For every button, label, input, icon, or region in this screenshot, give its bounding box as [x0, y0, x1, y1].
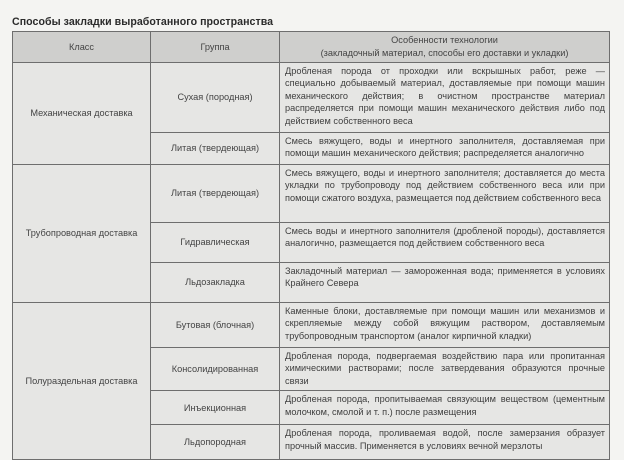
class-cell: Механическая доставка [13, 63, 151, 165]
table-row [13, 63, 610, 133]
class-cell: Полураздельная доставка [13, 303, 151, 460]
description-cell: Смесь вяжущего, воды и инертного заполнителя; доставляется до места укладки по трубопроводу под действием собственного веса или при помощи сжатого воздуха, размещается под действием собственного веса [280, 165, 610, 223]
header-features-subtitle: (закладочный материал, способы его доставки и укладки) [320, 48, 569, 58]
table-row [13, 303, 610, 348]
backfill-methods-table [12, 31, 610, 460]
group-cell: Бутовая (блочная) [151, 303, 280, 348]
table-row [13, 165, 610, 223]
description-cell: Дробленая порода, подвергаемая воздействию пара или пропитанная химическими растворами; после затвердевания образуются прочные связи [280, 348, 610, 391]
group-cell: Литая (твердеющая) [151, 165, 280, 223]
group-cell: Льдозакладка [151, 263, 280, 303]
table-title: Способы закладки выработанного пространства [12, 16, 274, 28]
description-cell: Смесь воды и инертного заполнителя (дробленой породы), доставляется аналогично, размещается под действием собственного веса [280, 223, 610, 263]
group-cell: Льдопородная [151, 425, 280, 460]
header-group: Группа [151, 32, 280, 63]
description-cell: Смесь вяжущего, воды и инертного заполнителя, доставляемая при помощи машин механического действия; распределяется аналогично [280, 133, 610, 165]
group-cell: Литая (твердеющая) [151, 133, 280, 165]
description-cell: Закладочный материал — замороженная вода; применяется в условиях Крайнего Севера [280, 263, 610, 303]
description-cell: Каменные блоки, доставляемые при помощи машин или механизмов и скрепляемые между собой вяжущим раствором, доставляемым трубопроводным транспортом (аналог кирпичной кладки) [280, 303, 610, 348]
description-cell: Дробленая порода от проходки или вскрышных работ, реже — специально добываемый материал, доставляемые при помощи машин механического действия; в очистном пространстве материал распределяется при помощи машин механического действия либо под действием собственного веса [280, 63, 610, 133]
header-features [280, 32, 610, 63]
description-cell: Дробленая порода, проливаемая водой, после замерзания образует прочный массив. Применяется в условиях вечной мерзлоты [280, 425, 610, 460]
class-cell: Трубопроводная доставка [13, 165, 151, 303]
group-cell: Консолидированная [151, 348, 280, 391]
header-features-title: Особенности технологии [391, 35, 498, 46]
group-cell: Сухая (породная) [151, 63, 280, 133]
group-cell: Инъекционная [151, 391, 280, 425]
header-class: Класс [13, 32, 151, 63]
header-row [13, 32, 610, 63]
group-cell: Гидравлическая [151, 223, 280, 263]
description-cell: Дробленая порода, пропитываемая связующим веществом (цементным молочком, смолой и т. п.) после размещения [280, 391, 610, 425]
